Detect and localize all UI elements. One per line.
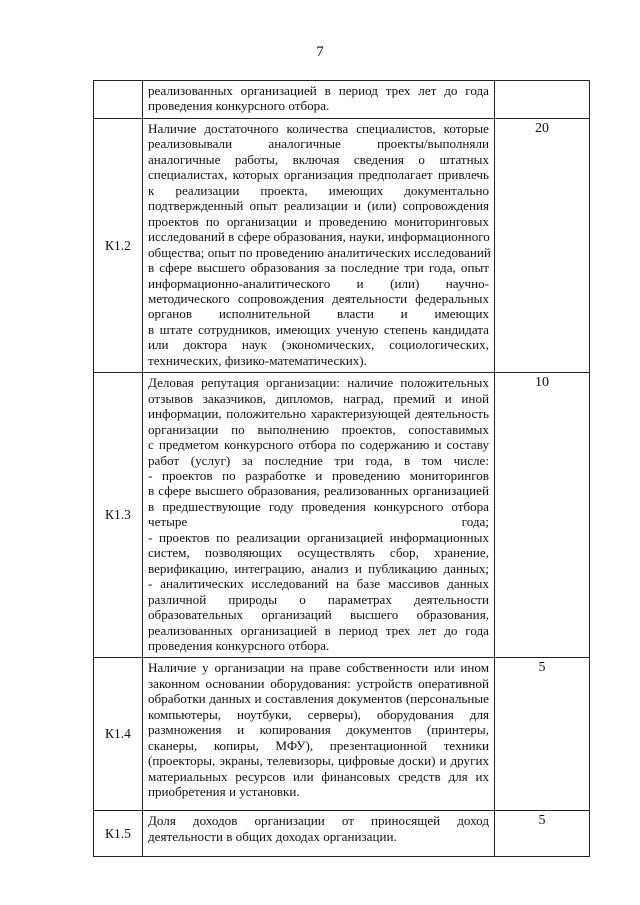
criteria-table (93, 80, 590, 857)
description-line: проектов по организации и проведению мониторинговых (148, 213, 489, 229)
description-line: Наличие у организации на праве собственности или ином (148, 660, 489, 676)
criterion-code: К1.2 (94, 119, 143, 373)
description-line: законном основании оборудования: устройств оперативной (148, 675, 489, 691)
criterion-code: К1.5 (94, 811, 143, 857)
criterion-score: 20 (495, 119, 590, 373)
page-number: 7 (316, 44, 324, 60)
description-line: проведения конкурсного отбора. (148, 637, 330, 653)
criterion-description (143, 119, 495, 373)
criteria-row (94, 373, 590, 658)
criterion-score: 5 (495, 811, 590, 857)
description-line: сканеры, копиры, МФУ), презентационной техники (148, 737, 489, 753)
criterion-score: 5 (495, 658, 590, 811)
description-line: работ (услуг) за последние три года, в том числе: (148, 452, 489, 468)
description-line: образовательных организаций высшего образования, (148, 607, 489, 623)
description-line: органов исполнительной власти и имеющих (148, 306, 489, 322)
description-line: обработки данных и составления документов (персональные (148, 691, 489, 707)
description-line: проведения конкурсного отбора. (148, 98, 330, 114)
description-line: - аналитических исследований на базе массивов данных (148, 576, 489, 592)
description-line: - проектов по разработке и проведению мониторингов (148, 467, 489, 483)
description-line: реализовывали аналогичные проекты/выполняли (148, 136, 489, 152)
criterion-score (495, 81, 590, 119)
description-line: в штате сотрудников, имеющих ученую степень кандидата (148, 321, 489, 337)
criteria-row (94, 81, 590, 119)
description-line: методического сопровождения деятельности федеральных (148, 290, 489, 306)
description-line: верификацию, интеграцию, анализ и публикацию данных; (148, 560, 489, 576)
criterion-description (143, 658, 495, 811)
description-line: информации, положительно характеризующей деятельность (148, 406, 489, 422)
description-line: - проектов по реализации организацией информационных (148, 529, 489, 545)
criterion-description (143, 811, 495, 857)
description-line: к реализации проекта, имеющих документально (148, 182, 489, 198)
description-line: четыре года; (148, 514, 489, 530)
description-line: или доктора наук (экономических, социологических, (148, 337, 489, 353)
criteria-table-body (94, 81, 590, 857)
description-line: приобретения и установки. (148, 784, 300, 800)
criteria-row (94, 119, 590, 373)
description-line: реализованных организацией в период трех лет до года (148, 622, 489, 638)
description-line: деятельности в общих доходах организации. (148, 828, 397, 844)
description-line: Деловая репутация организации: наличие положительных (148, 375, 489, 391)
description-line: специалистах, которых организация предполагает привлечь (148, 167, 489, 183)
description-line: аналогичные работы, включая сведения о штатных (148, 151, 489, 167)
description-line: в предшествующие году проведения конкурсного отбора (148, 498, 489, 514)
description-line: в сфере высшего образования за последние три года, опыт (148, 260, 489, 276)
description-line: общества; опыт по проведению аналитических исследований (148, 244, 491, 260)
criterion-code (94, 81, 143, 119)
criterion-code: К1.4 (94, 658, 143, 811)
criterion-code: К1.3 (94, 373, 143, 658)
criteria-row (94, 811, 590, 857)
description-line: с предметом конкурсного отбора по содержанию и составу (148, 437, 489, 453)
criterion-description (143, 373, 495, 658)
description-line: размножения и копирования документов (принтеры, (148, 722, 489, 738)
description-line: Наличие достаточного количества специалистов, которые (148, 121, 489, 136)
description-line: исследований в сфере образования, науки, информационного (148, 229, 490, 245)
description-line: Доля доходов организации от приносящей доход (148, 813, 489, 829)
criteria-row (94, 658, 590, 811)
description-line: отзывов заказчиков, дипломов, наград, премий и иной (148, 390, 489, 406)
criterion-description (143, 81, 495, 119)
description-line: информационно-аналитического и (или) научно- (148, 275, 489, 291)
description-line: технических, физико-математических). (148, 352, 367, 368)
description-line: организации по выполнению проектов, сопоставимых (148, 421, 489, 437)
description-line: в сфере высшего образования, реализованных организацией (148, 483, 489, 499)
description-line: систем, позволяющих осуществлять сбор, хранение, (148, 545, 489, 561)
description-line: материальных ресурсов или финансовых средств для их (148, 768, 489, 784)
description-line: реализованных организацией в период трех лет до года (148, 83, 489, 98)
description-line: компьютеры, ноутбуки, серверы), оборудования для (148, 706, 489, 722)
criterion-score: 10 (495, 373, 590, 658)
description-line: различной природы о параметрах деятельности (148, 591, 489, 607)
description-line: (проекторы, экраны, телевизоры, цифровые доски) и других (148, 753, 489, 769)
description-line: подтвержденный опыт реализации и (или) сопровождения (148, 198, 489, 214)
